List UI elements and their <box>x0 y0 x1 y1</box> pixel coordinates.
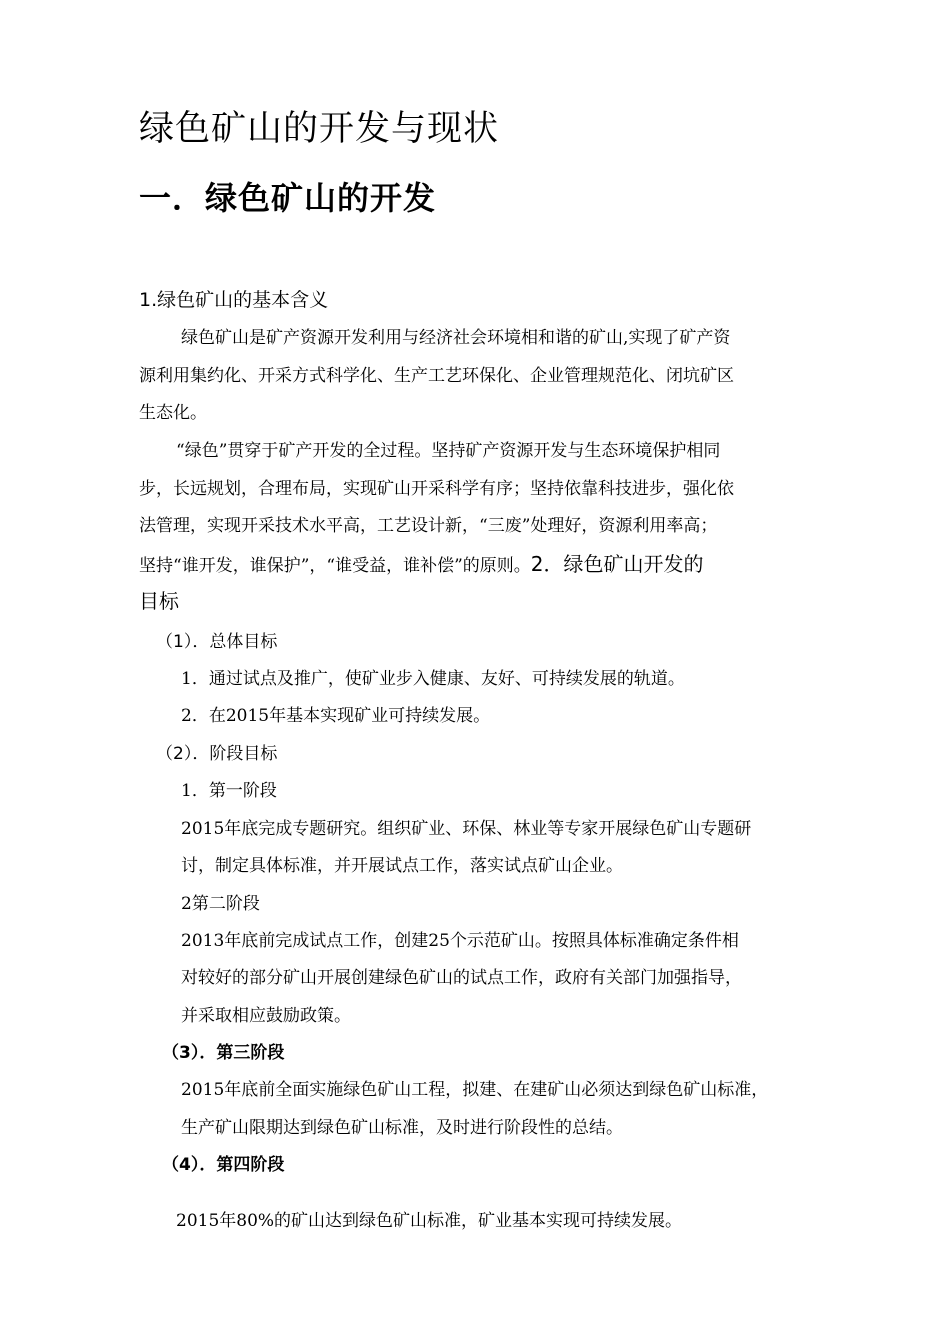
section-heading: 一．绿色矿山的开发 <box>139 179 437 217</box>
paragraph-line: 绿色矿山是矿产资源开发利用与经济社会环境相和谐的矿山,实现了矿产资 <box>181 328 731 348</box>
list-item: 2．在2015年基本实现矿业可持续发展。 <box>181 706 491 726</box>
paragraph-line: 步，长远规划，合理布局，实现矿山开采科学有序；坚持依靠科技进步，强化依 <box>139 479 734 499</box>
subsection-heading-continued: 目标 <box>139 589 179 613</box>
stage-heading: （4）．第四阶段 <box>162 1155 285 1175</box>
paragraph-line: 源利用集约化、开采方式科学化、生产工艺环保化、企业管理规范化、闭坑矿区 <box>139 366 734 386</box>
paragraph-line: 2015年底前全面实施绿色矿山工程，拟建、在建矿山必须达到绿色矿山标准， <box>181 1080 769 1100</box>
paragraph-line: 对较好的部分矿山开展创建绿色矿山的试点工作，政府有关部门加强指导， <box>181 968 742 988</box>
subsection-heading: 1.绿色矿山的基本含义 <box>139 289 329 311</box>
stage-label: 2第二阶段 <box>181 894 260 914</box>
goal-heading: （1）．总体目标 <box>156 632 278 652</box>
paragraph-line: 2015年底完成专题研究。组织矿业、环保、林业等专家开展绿色矿山专题研 <box>181 819 752 839</box>
goal-heading: （2）．阶段目标 <box>156 744 278 764</box>
document-title: 绿色矿山的开发与现状 <box>139 109 500 149</box>
paragraph-line <box>139 554 704 575</box>
paragraph-line: 2015年80%的矿山达到绿色矿山标准，矿业基本实现可持续发展。 <box>176 1211 683 1231</box>
list-item: 1．通过试点及推广，使矿业步入健康、友好、可持续发展的轨道。 <box>181 669 685 689</box>
paragraph-line: 生产矿山限期达到绿色矿山标准，及时进行阶段性的总结。 <box>181 1118 623 1138</box>
paragraph-line: “绿色”贯穿于矿产开发的全过程。坚持矿产资源开发与生态环境保护相同 <box>176 441 721 461</box>
paragraph-line: 生态化。 <box>139 403 207 423</box>
stage-label: 1．第一阶段 <box>181 781 277 801</box>
paragraph-line: 法管理，实现开采技术水平高，工艺设计新，“三废”处理好，资源利用率高； <box>139 516 718 536</box>
paragraph-line: 讨，制定具体标准，并开展试点工作，落实试点矿山企业。 <box>181 856 623 876</box>
paragraph-line: 并采取相应鼓励政策。 <box>181 1006 351 1026</box>
stage-heading: （3）．第三阶段 <box>162 1043 285 1063</box>
subsection-heading: 2．绿色矿山开发的 <box>530 552 704 576</box>
paragraph-text: 坚持“谁开发，谁保护”，“谁受益，谁补偿”的原则。 <box>139 556 531 576</box>
paragraph-line: 2013年底前完成试点工作，创建25个示范矿山。按照具体标准确定条件相 <box>181 931 739 951</box>
